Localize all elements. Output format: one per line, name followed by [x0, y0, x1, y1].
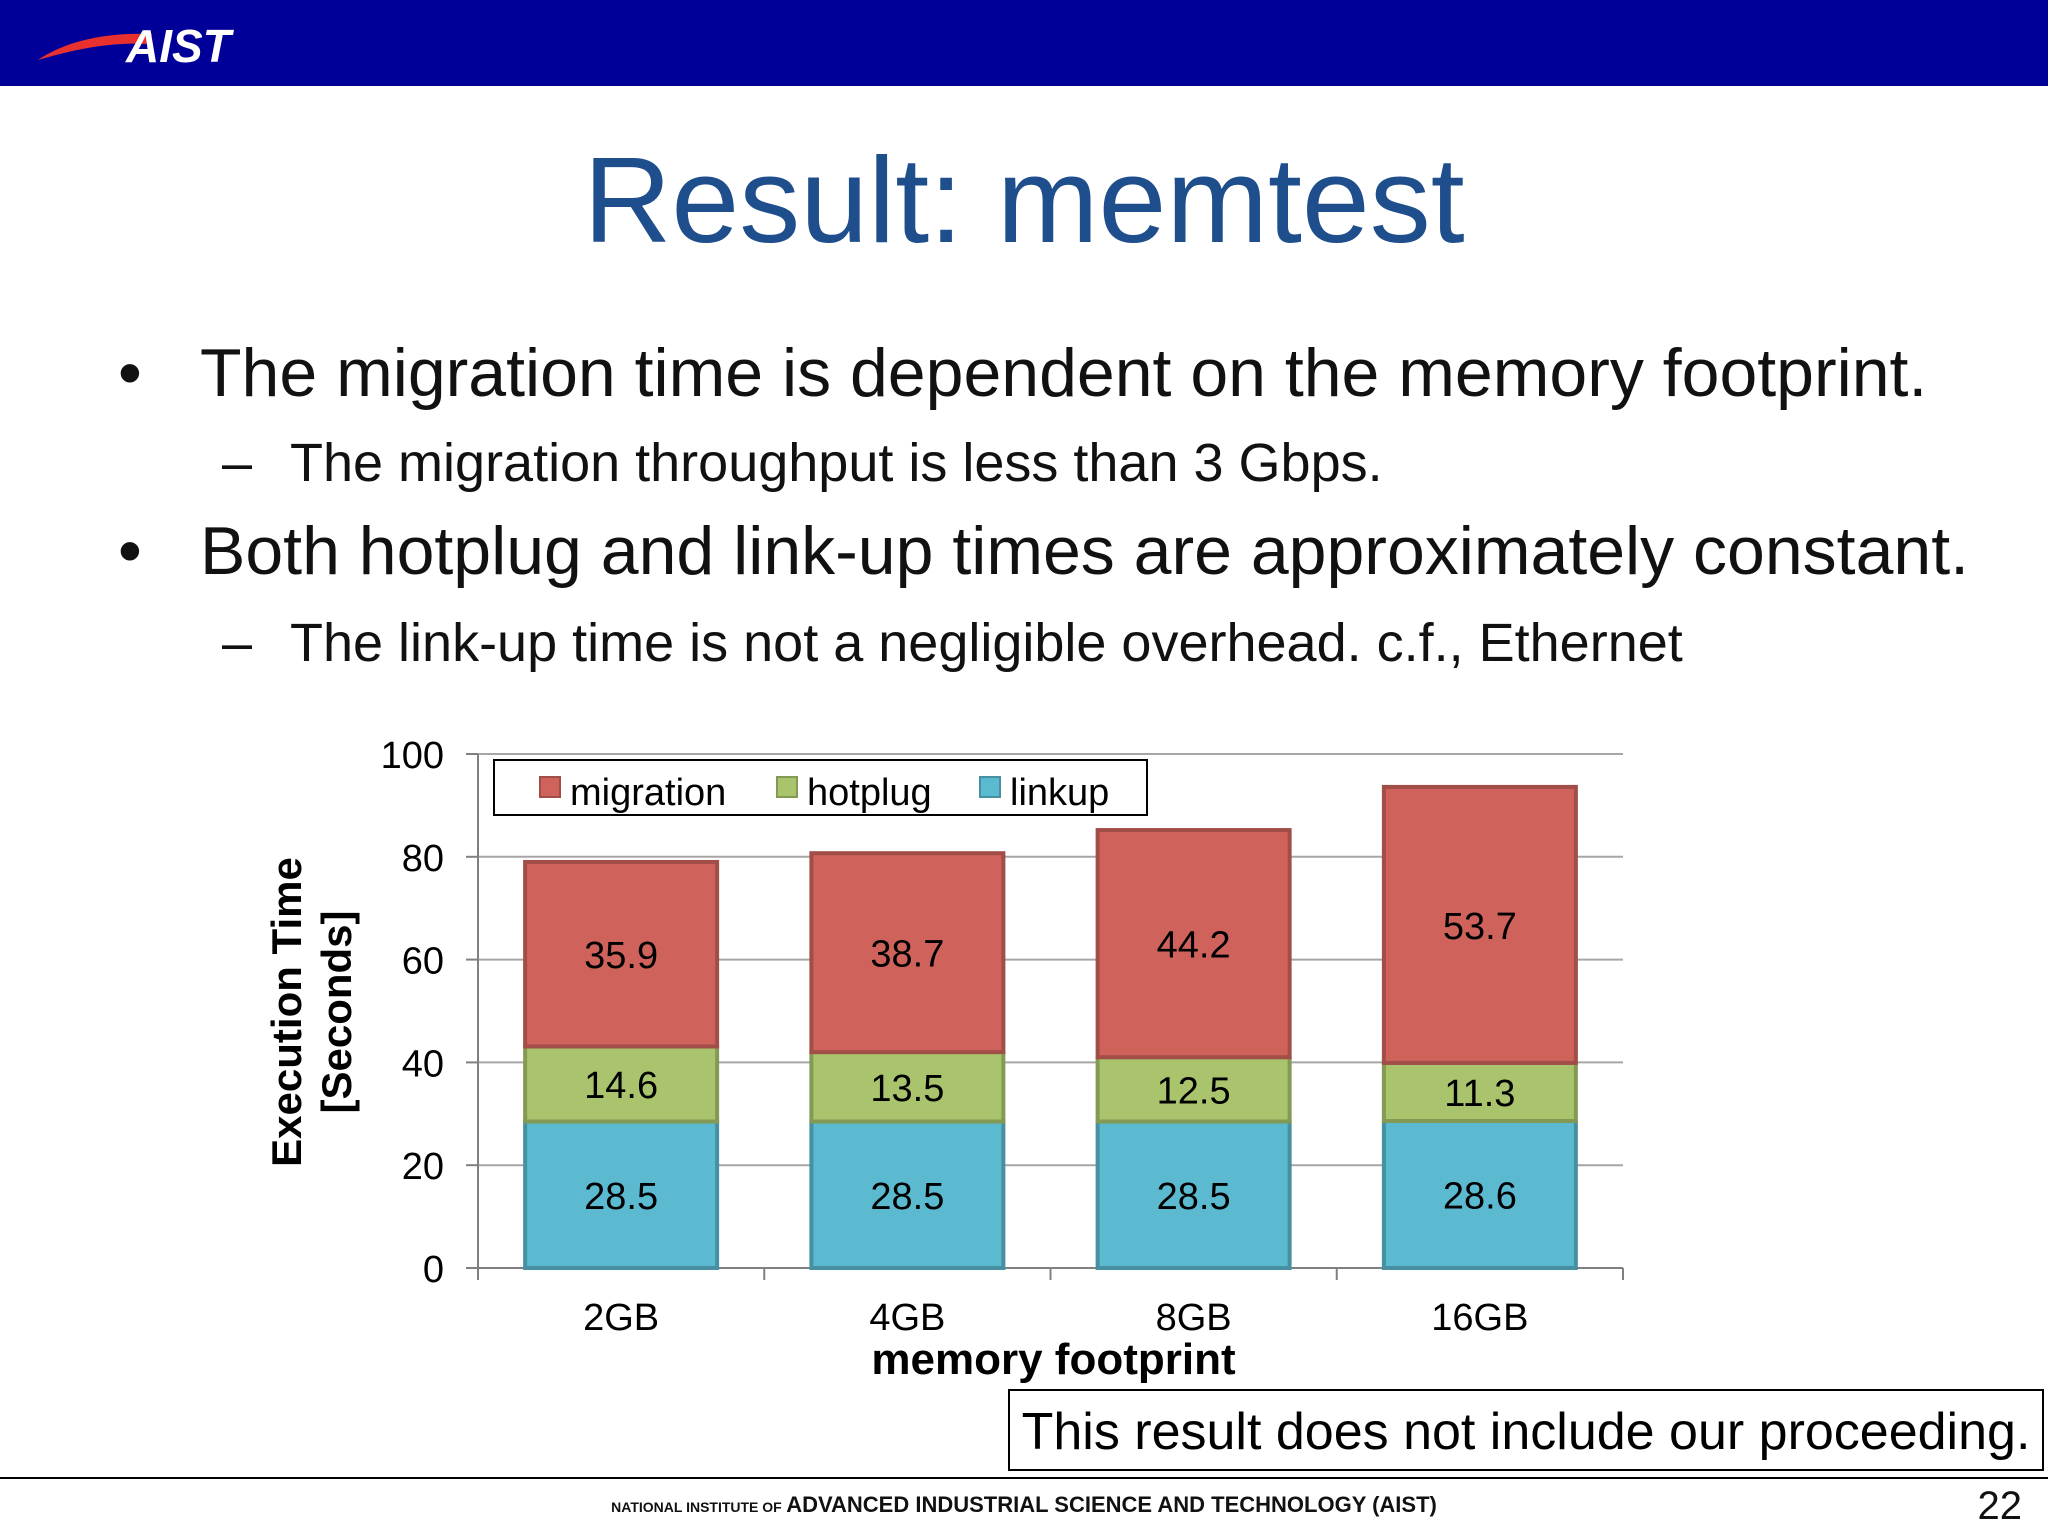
- data-label-hotplug: 11.3: [1444, 1072, 1516, 1115]
- disclaimer-note: This result does not include our proceeding.: [1008, 1389, 2044, 1471]
- logo-text: AIST: [126, 20, 231, 72]
- x-axis-title: memory footprint: [871, 1335, 1236, 1384]
- legend-swatch-hotplug: [777, 777, 797, 797]
- bullet-marker: •: [118, 335, 142, 411]
- footer-divider: [0, 1477, 2048, 1479]
- y-tick-label: 0: [422, 1249, 444, 1291]
- data-label-migration: 38.7: [870, 933, 945, 976]
- y-axis-title-line: [Seconds]: [313, 910, 360, 1114]
- x-tick-label: 8GB: [1155, 1297, 1232, 1339]
- bullet-1-text: The migration time is dependent on the memory footprint.: [200, 335, 1928, 411]
- x-tick-label: 4GB: [869, 1297, 946, 1339]
- slide-title: Result: memtest: [583, 132, 1465, 268]
- footer-name: ADVANCED INDUSTRIAL SCIENCE AND TECHNOLOGY (AIST): [786, 1492, 1437, 1517]
- y-axis-title: [263, 857, 360, 1167]
- x-tick-label: 16GB: [1431, 1297, 1529, 1339]
- legend-swatch-linkup: [980, 777, 1000, 797]
- data-label-migration: 44.2: [1156, 924, 1231, 967]
- y-axis-title-line: Execution Time: [263, 857, 310, 1167]
- footer-institute: [0, 1492, 2048, 1518]
- legend-label-hotplug: hotplug: [807, 772, 932, 814]
- legend-swatch-migration: [540, 777, 560, 797]
- bullet-2-text: Both hotplug and link-up times are approximately constant.: [200, 513, 1969, 589]
- data-label-linkup: 28.5: [870, 1175, 945, 1218]
- y-tick-label: 20: [401, 1146, 444, 1189]
- bullet-1-sub-text: The migration throughput is less than 3 Gbps.: [290, 433, 1383, 493]
- legend-label-migration: migration: [570, 772, 727, 814]
- bullet-marker: •: [118, 513, 142, 589]
- data-label-hotplug: 14.6: [584, 1064, 659, 1107]
- sub-marker: –: [222, 613, 253, 673]
- data-label-linkup: 28.6: [1442, 1175, 1517, 1218]
- y-tick-label: 100: [380, 735, 444, 777]
- data-label-migration: 35.9: [584, 935, 659, 978]
- bullet-2-sub-text: The link-up time is not a negligible overhead. c.f., Ethernet: [290, 613, 1683, 673]
- data-label-hotplug: 13.5: [870, 1067, 945, 1110]
- data-label-migration: 53.7: [1442, 905, 1517, 948]
- footer-prefix: NATIONAL INSTITUTE OF: [611, 1499, 782, 1515]
- y-tick-label: 80: [401, 837, 444, 880]
- sub-marker: –: [222, 433, 253, 493]
- x-tick-label: 2GB: [583, 1297, 660, 1339]
- data-label-linkup: 28.5: [1156, 1175, 1231, 1218]
- page-number: 22: [1977, 1484, 2022, 1528]
- data-label-linkup: 28.5: [584, 1175, 659, 1218]
- data-label-hotplug: 12.5: [1156, 1070, 1231, 1113]
- y-tick-label: 60: [401, 940, 444, 983]
- legend-label-linkup: linkup: [1010, 772, 1110, 814]
- y-tick-label: 40: [401, 1043, 444, 1086]
